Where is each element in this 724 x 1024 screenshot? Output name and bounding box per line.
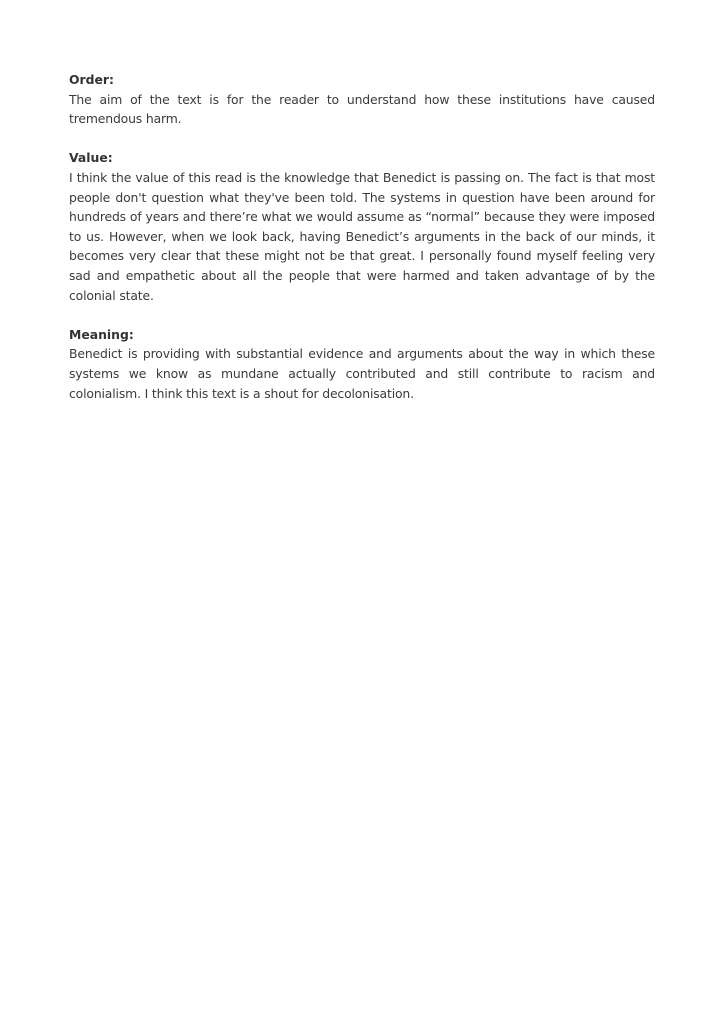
section-body-meaning: Benedict is providing with substantial evidence and arguments about the way in which these systems we know as mundane actually contributed and still contribute to racism and colonialism. I think this text is a shout for decolonisation.	[69, 346, 655, 401]
section-meaning	[69, 325, 655, 403]
section-heading-value: Value:	[69, 150, 113, 166]
section-value	[69, 148, 655, 305]
section-heading-order: Order:	[69, 72, 114, 87]
section-heading-meaning: Meaning:	[69, 326, 134, 342]
section-order	[69, 70, 655, 129]
section-body-order: The aim of the text is for the reader to understand how these institutions have caused tremendous harm.	[69, 91, 655, 127]
document-content	[69, 70, 655, 423]
section-body-value: I think the value of this read is the knowledge that Benedict is passing on. The fact is that most people don't question what they've been told. The systems in question have been around for hundreds of years and there’re what we would assume as “normal” because they were imposed to us. However, when we look back, having Benedict’s arguments in the back of our minds, it becomes very clear that these might not be that great. I personally found myself feeling very sad and empathetic about all the people that were harmed and taken advantage of by the colonial state.	[69, 169, 655, 303]
